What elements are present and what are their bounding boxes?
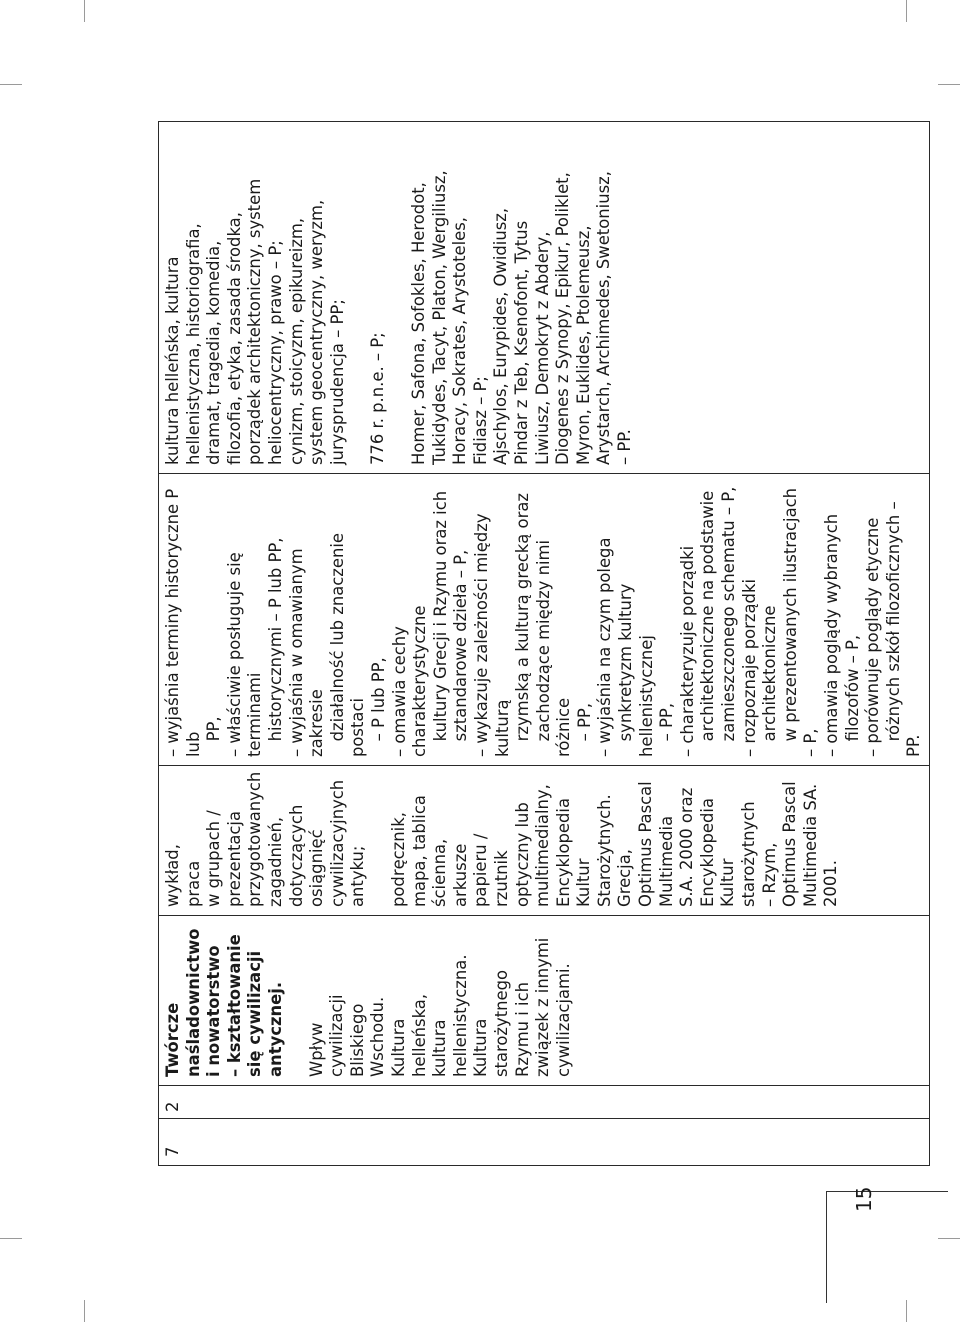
page-number-rule (826, 1191, 827, 1303)
concepts-cell (159, 122, 930, 474)
concepts-people: Homer, Safona, Sofokles, Herodot, Tukidydes, Tacyt, Platon, Wergiliusz, Horacy, Sokrates, Arystoteles, Fidiasz – P; Ajschylos, Eurypides, Owidiusz, Pindar z Teb, Ksenofont, Tytus Liwiusz, Demokryt z Abdery, Diogenes z Synopy, Epikur, Poliklet, Myron, Euklides, Ptolemeusz, Arystarch, Archimedes, Swetoniusz, – PP. (408, 170, 634, 465)
hours-count: 2 (163, 1101, 182, 1112)
lesson-number: 7 (163, 1146, 182, 1157)
skills-list: – wyjaśnia terminy historyczne P lub PP, – właściwie posługuje się terminami historycznymi – P lub PP, – wyjaśnia w omawianym zakresie działalność lub znaczenie postaci – P lub PP, – omawia cechy charakterystyczne kultury Grecji i Rzymu oraz ich sztandarowe dzieła – P, – wykazuje zależności między kulturą rzymską a kulturą grecką oraz zachodzące między nimi różnice – PP, – wyjaśnia na czym polega synkretyzm kultury hellenistycznej – PP, – charakteryzuje porządki architektoniczne na podstawie zamieszczonego schematu – P, – rozpoznaje porządki architektoniczne w prezentowanych ilustracjach – P, – omawia poglądy wybranych filozofów – P, – porównuje poglądy etyczne różnych szkół filozoficznych – PP. (163, 486, 924, 757)
teaching-aids: podręcznik, mapa, tablica ścienna, arkusze papieru / rzutnik optyczny lub multimedialny, Encyklopedia Kultur Starożytnych. Grecja, Optimus Pascal Multimedia S.A. 2000 oraz Encyklopedia Kultur starożytnych – Rzym, Optimus Pascal Multimedia SA. 2001. (388, 781, 841, 907)
topic-title: Twórcze naśladownictwo i nowatorstwo – kształtowanie się cywilizacji antycznej. (163, 928, 285, 1077)
crop-mark (84, 1300, 85, 1322)
teaching-methods: wykład, praca w grupach / prezentacja przygotowanych zagadnień, dotyczących osiągnięć cywilizacyjnych antyku; (163, 771, 368, 907)
crop-mark (906, 0, 907, 22)
hours-cell (159, 1086, 930, 1119)
lesson-number-cell (159, 1119, 930, 1166)
page-number: 15 (852, 1186, 876, 1212)
crop-mark (906, 1300, 907, 1322)
curriculum-table (158, 156, 924, 1166)
table-row (159, 122, 930, 1166)
crop-mark (0, 84, 22, 85)
topic-content: Wpływ cywilizacji Bliskiego Wschodu. Kultura helleńska, kultura hellenistyczna. Kultura starożytnego Rzymu i ich związek z innymi cywilizacjami. (306, 937, 573, 1077)
concepts-dates: 776 r. p.n.e. – P; (368, 332, 388, 465)
crop-mark (938, 84, 960, 85)
skills-cell (159, 474, 930, 766)
topic-cell (159, 916, 930, 1086)
crop-mark (84, 0, 85, 22)
crop-mark (0, 1238, 22, 1239)
crop-mark (938, 1238, 960, 1239)
page-number-rule (826, 1191, 948, 1192)
methods-cell (159, 766, 930, 916)
concepts-terms: kultura helleńska, kultura hellenistyczna, historiografia, dramat, tragedia, komedia, filozofia, etyka, zasada środka, porządek architektoniczny, system heliocentryczny, prawo – P; cynizm, stoicyzm, epikureizm, system geocentryczny, weryzm, jurysprudencja – PP; (163, 178, 347, 465)
